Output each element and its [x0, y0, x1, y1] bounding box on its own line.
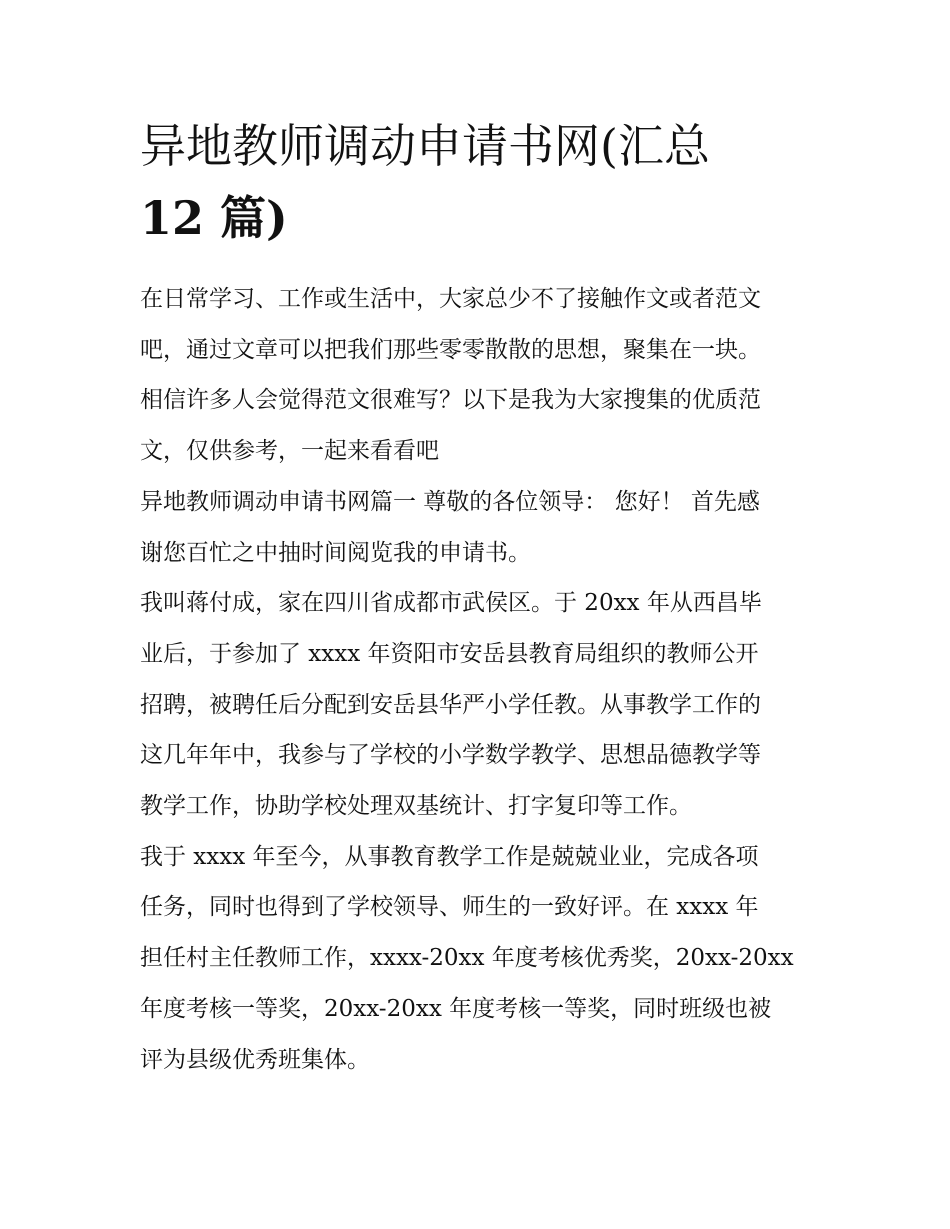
paragraph-greeting — [140, 477, 812, 578]
text-line: 年度考核一等奖，20xx-20xx 年度考核一等奖，同时班级也被 — [140, 995, 772, 1022]
text-line: 评为县级优秀班集体。 — [140, 1046, 370, 1073]
document-title — [140, 110, 812, 254]
text-line: 这几年年中，我参与了学校的小学数学教学、思想品德教学等 — [140, 742, 761, 769]
text-line: 相信许多人会觉得范文很难写？以下是我为大家搜集的优质范 — [140, 387, 761, 414]
text-line: 在日常学习、工作或生活中，大家总少不了接触作文或者范文 — [140, 286, 761, 312]
title-line-2: 12 篇) — [140, 191, 288, 245]
text-line: 业后，于参加了 xxxx 年资阳市安岳县教育局组织的教师公开 — [140, 640, 759, 667]
text-line: 我叫蒋付成，家在四川省成都市武侯区。于 20xx 年从西昌毕 — [140, 590, 762, 617]
text-line: 担任村主任教师工作，xxxx-20xx 年度考核优秀奖，20xx-20xx — [140, 945, 794, 972]
paragraph-achievements — [140, 832, 812, 1086]
text-line: 吧，通过文章可以把我们那些零零散散的思想，聚集在一块。 — [140, 336, 761, 363]
text-line: 文，仅供参考，一起来看看吧 — [140, 438, 439, 465]
text-line: 我于 xxxx 年至今，从事教育教学工作是兢兢业业，完成各项 — [140, 843, 759, 870]
paragraph-intro — [140, 274, 812, 477]
text-line: 任务，同时也得到了学校领导、师生的一致好评。在 xxxx 年 — [140, 894, 759, 921]
document-page — [140, 110, 812, 1085]
document-body — [140, 274, 812, 1085]
title-line-1: 异地教师调动申请书网(汇总 — [140, 119, 710, 173]
text-line: 教学工作，协助学校处理双基统计、打字复印等工作。 — [140, 793, 692, 820]
text-line: 异地教师调动申请书网篇一 尊敬的各位领导： 您好！ 首先感 — [140, 488, 760, 515]
text-line: 招聘，被聘任后分配到安岳县华严小学任教。从事教学工作的 — [140, 691, 761, 718]
text-line: 谢您百忙之中抽时间阅览我的申请书。 — [140, 539, 531, 566]
paragraph-self-introduction — [140, 578, 812, 832]
